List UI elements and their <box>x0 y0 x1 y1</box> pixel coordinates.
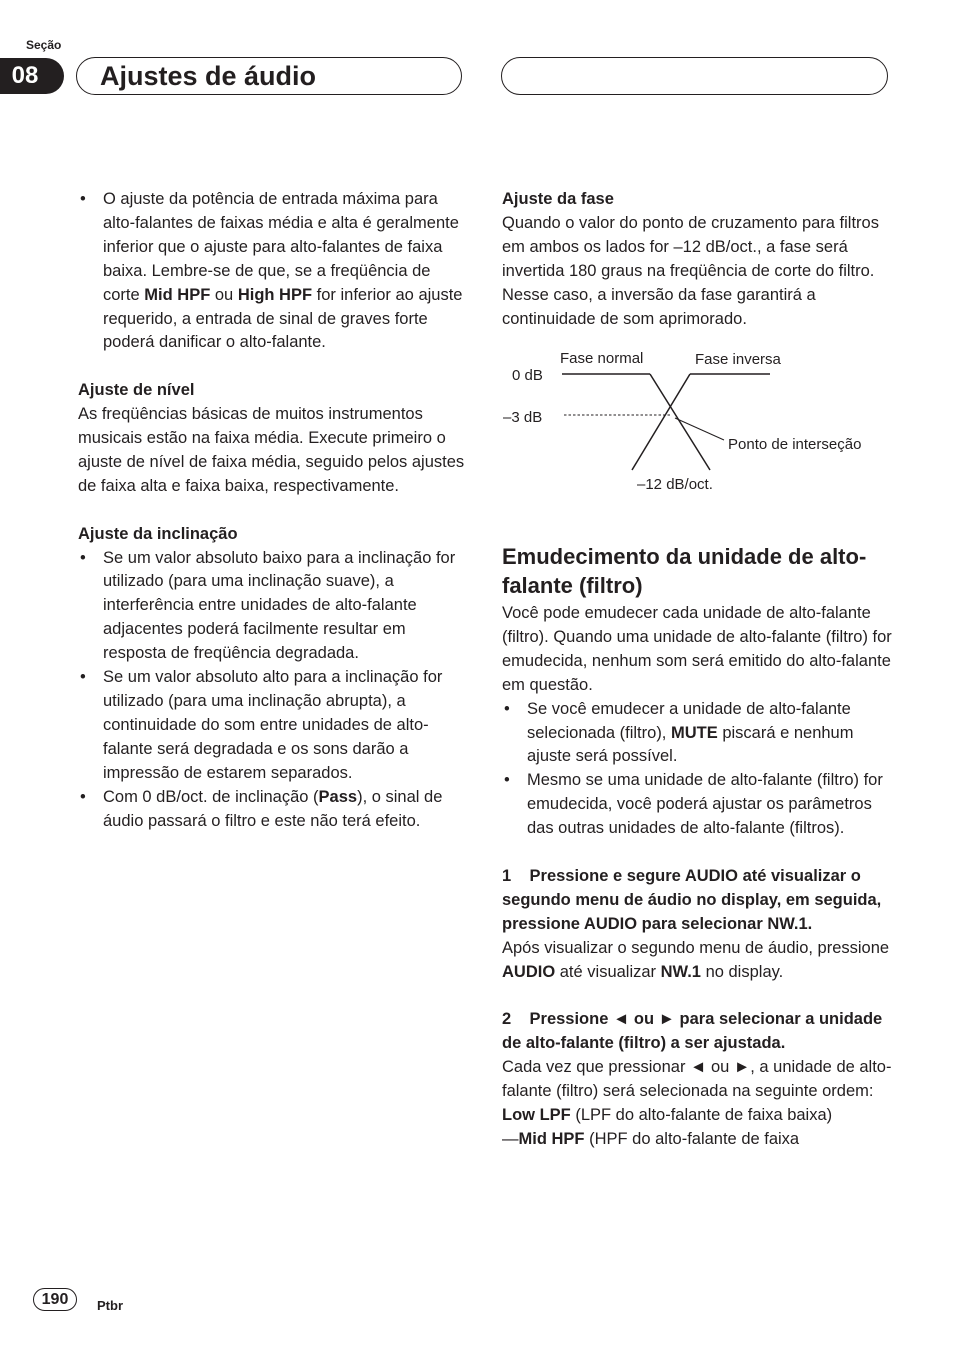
level-heading: Ajuste de nível <box>78 381 195 400</box>
max-power-bullet: • O ajuste da potência de entrada máxima para alto-falantes de faixas média e alta é geralmente inferior que o ajuste para alto-falantes de faixa baixa. Lembre-se de que, se a freqüência de corte Mid HPF ou High HPF for inferior ao ajuste requerido, a entrada de sinal de graves forte poderá danificar o alto-falante. <box>78 188 468 355</box>
normal-phase-slope <box>650 374 710 470</box>
label-slope: –12 dB/oct. <box>637 476 713 493</box>
label-inverse-phase: Fase inversa <box>695 351 781 368</box>
section-label: Seção <box>26 38 62 52</box>
mute-bullet-other: • Mesmo se uma unidade de alto-falante (filtro) for emudecida, você poderá ajustar os parâmetros das outras unidades de alto-falante (filtros). <box>502 769 892 841</box>
mute-section-heading: Emudecimento da unidade de alto-falante (filtro) <box>502 544 867 598</box>
label-intersection-point: Ponto de interseção <box>728 436 862 453</box>
step1-paragraph: Após visualizar o segundo menu de áudio, pressione AUDIO até visualizar NW.1 no display. <box>502 938 890 981</box>
slope-bullet-low: • Se um valor absoluto baixo para a inclinação for utilizado (para uma inclinação suave), a interferência entre unidades de alto-falante adjacentes poderá facilmente resultar em resposta de freqüência degradada. <box>78 547 468 667</box>
slope-heading: Ajuste da inclinação <box>78 524 238 543</box>
inverse-phase-slope <box>632 374 690 470</box>
label-minus3db: –3 dB <box>503 409 543 426</box>
order-line-low-lpf: Low LPF (LPF do alto-falante de faixa baixa) <box>502 1106 833 1124</box>
language-code: Ptbr <box>97 1298 123 1313</box>
intersection-pointer <box>675 418 724 440</box>
mute-bullet-selected: • Se você emudecer a unidade de alto-falante selecionada (filtro), MUTE piscará e nenhum ajuste será possível. <box>502 698 892 770</box>
level-paragraph: As freqüências básicas de muitos instrumentos musicais estão na faixa média. Execute primeiro o ajuste de nível de faixa média, seguido pelos ajustes de faixa alta e faixa baixa, respectivamente. <box>78 405 465 495</box>
left-column <box>78 188 468 833</box>
label-normal-phase: Fase normal <box>560 350 644 367</box>
step2-paragraph: Cada vez que pressionar ◄ ou ►, a unidade de alto-falante (filtro) será selecionada na seguinte ordem: <box>502 1058 892 1101</box>
page-number: 190 <box>33 1288 77 1311</box>
step1-heading: 1 Pressione e segure AUDIO até visualizar o segundo menu de áudio no display, em seguida, pressione AUDIO para selecionar NW.1. <box>502 866 886 933</box>
right-column-top <box>502 188 892 331</box>
step2-heading: 2 Pressione ◄ ou ► para selecionar a unidade de alto-falante (filtro) a ser ajustada. <box>502 1010 887 1053</box>
slope-bullet-high: • Se um valor absoluto alto para a inclinação for utilizado (para uma inclinação abrupta), a continuidade do som entre unidades de alto-falante será degradada e os sons darão a impressão de estarem separados. <box>78 666 468 786</box>
page-title: Ajustes de áudio <box>100 61 317 91</box>
label-0db: 0 dB <box>512 367 543 384</box>
slope-bullet-pass: • Com 0 dB/oct. de inclinação (Pass), o sinal de áudio passará o filtro e este não terá efeito. <box>78 786 468 834</box>
phase-heading: Ajuste da fase <box>502 190 614 208</box>
phase-paragraph: Quando o valor do ponto de cruzamento para filtros em ambos os lados for –12 dB/oct., a fase será invertida 180 graus na freqüência de corte do filtro. Nesse caso, a inversão da fase garantirá a continuidade de som aprimorado. <box>502 213 879 328</box>
mute-paragraph: Você pode emudecer cada unidade de alto-falante (filtro). Quando uma unidade de alto-falante (filtro) for emudecida, nenhum som será emitido do alto-falante em questão. <box>502 604 892 694</box>
header-right-frame <box>501 57 888 95</box>
phase-diagram <box>500 340 900 500</box>
order-line-mid-hpf: —Mid HPF (HPF do alto-falante de faixa <box>502 1129 800 1148</box>
right-column-bottom <box>502 542 892 1152</box>
section-number-badge: 08 <box>0 58 64 94</box>
